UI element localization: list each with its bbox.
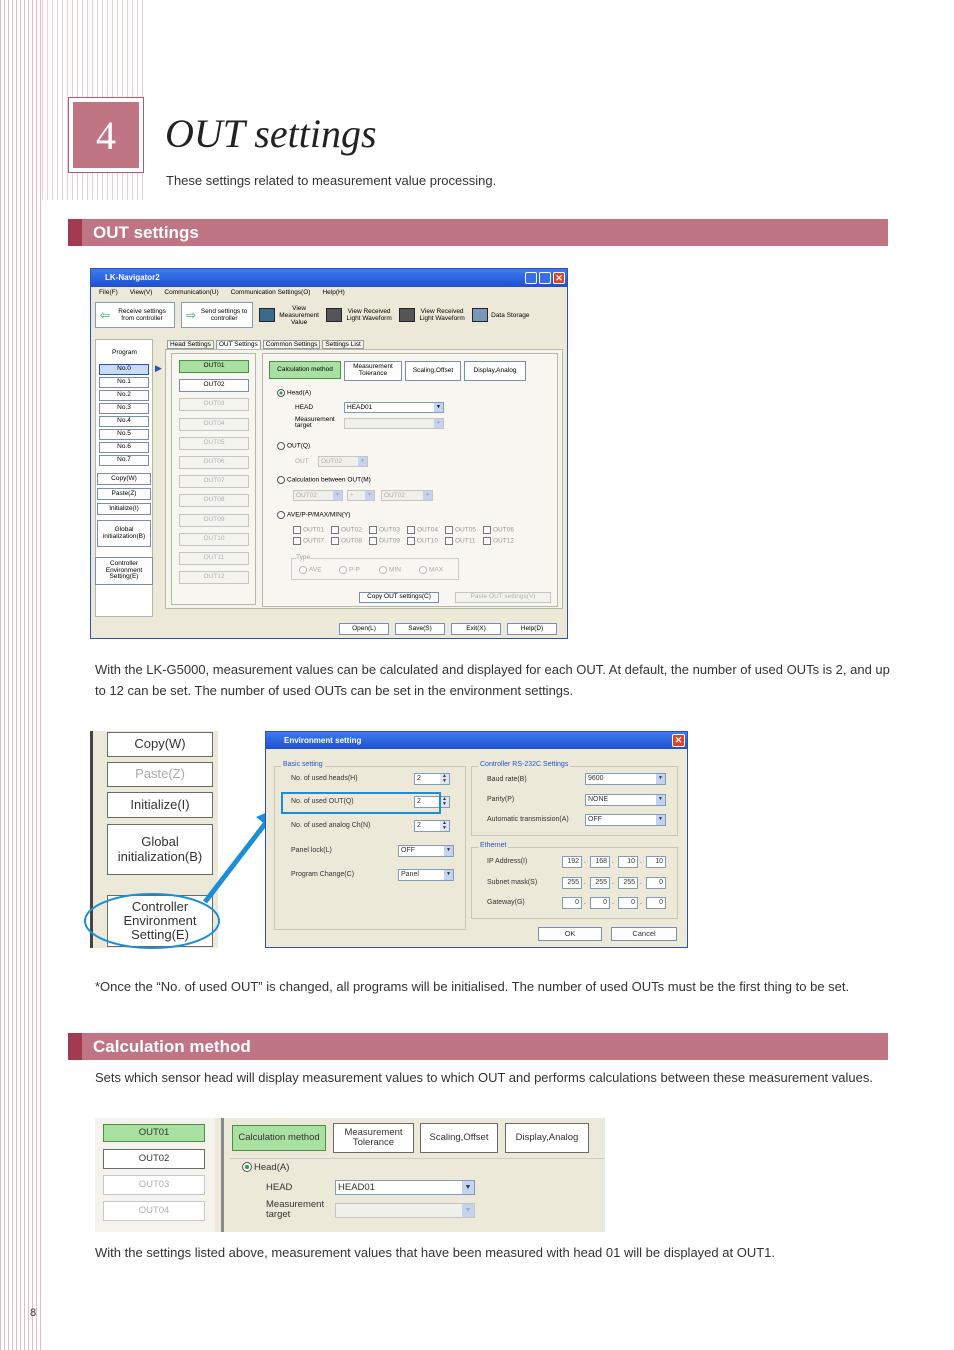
head-radio-label: Head(A) [287, 389, 312, 397]
ip-octet-field[interactable]: 192 [562, 856, 582, 868]
menu-communication-settings[interactable]: Communication Settings(O) [230, 289, 311, 296]
out-select-value: OUT02 [321, 458, 342, 465]
divider [230, 1158, 605, 1159]
out-item[interactable]: OUT06 [179, 456, 249, 469]
measurement-icon [259, 308, 275, 322]
initialize-button[interactable]: Initialize(I) [97, 503, 151, 515]
ip-separator: . [584, 879, 586, 886]
page-number: 8 [30, 1307, 37, 1319]
crop-measurement-target-label: Measurement target [266, 1199, 325, 1220]
radio-icon [277, 511, 285, 519]
ave-out-checkbox[interactable] [331, 526, 362, 534]
spin-arrows-icon: ▲ ▼ [440, 774, 449, 784]
paste-out-settings-button[interactable]: Paste OUT settings(V) [455, 592, 551, 603]
out-item[interactable]: OUT08 [179, 494, 249, 507]
global-init-button-large[interactable]: Global initialization(B) [107, 824, 213, 875]
ave-out-checkbox[interactable] [293, 526, 324, 534]
ave-out-checkbox[interactable] [483, 526, 514, 534]
calc-b-select[interactable] [381, 490, 433, 501]
mask-octet-field[interactable]: 0 [646, 877, 666, 889]
type-option[interactable] [299, 566, 322, 574]
type-option-label: AVE [309, 566, 322, 574]
chevron-down-icon: ▼ [365, 491, 374, 500]
send-settings-button[interactable] [181, 302, 253, 328]
receive-settings-button[interactable] [95, 302, 175, 328]
radio-icon [339, 566, 347, 574]
crop-out04-button[interactable]: OUT04 [103, 1201, 205, 1221]
view-waveform-button-1[interactable] [326, 308, 393, 322]
ave-out-checkbox[interactable] [331, 537, 362, 545]
subtab-scaling-offset[interactable]: Scaling,Offset [405, 361, 461, 381]
menu-communication[interactable]: Communication(U) [164, 289, 219, 296]
main-tabs [167, 340, 364, 349]
checkbox-icon [483, 526, 491, 534]
out-select[interactable] [318, 456, 368, 467]
type-option-label: MAX [429, 566, 444, 574]
crop-head-select[interactable] [335, 1180, 475, 1195]
minimize-button[interactable] [525, 272, 537, 284]
waveform-icon [399, 308, 415, 322]
ave-out-label: OUT09 [379, 537, 400, 545]
calculation-method-crop [95, 1118, 605, 1232]
checkbox-icon [369, 537, 377, 545]
highlight-box [281, 792, 441, 814]
copy-button[interactable]: Copy(W) [97, 473, 151, 485]
auto-transmission-value: OFF [588, 816, 602, 823]
heads-value: 2 [417, 775, 421, 782]
gateway-label: Gateway(G) [487, 899, 525, 906]
checkbox-icon [407, 537, 415, 545]
global-init-button[interactable]: Global initialization(B) [97, 520, 151, 547]
checkbox-icon [331, 537, 339, 545]
radio-checked-icon [242, 1162, 252, 1172]
maximize-button[interactable] [539, 272, 551, 284]
crop-head-radio[interactable] [242, 1162, 289, 1173]
panel-lock-label: Panel lock(L) [291, 847, 332, 854]
checkbox-icon [331, 526, 339, 534]
type-option-label: P-P [349, 566, 360, 574]
calc-between-radio[interactable] [277, 476, 371, 484]
calc-op-select[interactable] [347, 490, 375, 501]
arrow-left-icon: ⇦ [100, 307, 111, 322]
env-close-button[interactable]: ✕ [672, 734, 685, 747]
radio-icon [299, 566, 307, 574]
crop-subtab-calculation-method[interactable]: Calculation method [232, 1125, 326, 1151]
subtab-measurement-tolerance[interactable]: Measurement Tolerance [344, 361, 402, 381]
tab-out-settings[interactable]: OUT Settings [216, 340, 261, 349]
out-item[interactable]: OUT07 [179, 475, 249, 488]
calc-op-value: + [350, 492, 354, 499]
crop-head-label: HEAD [266, 1182, 293, 1193]
crop-out03-button[interactable]: OUT03 [103, 1175, 205, 1195]
chevron-down-icon: ▼ [444, 846, 453, 856]
gw-octet-field[interactable]: 0 [590, 897, 610, 909]
parity-label: Parity(P) [487, 796, 515, 803]
ip-separator: . [640, 899, 642, 906]
highlight-ellipse [85, 894, 219, 948]
checkbox-icon [293, 526, 301, 534]
panel-lock-select[interactable] [398, 845, 454, 857]
ave-out-checkbox[interactable] [445, 537, 475, 545]
radio-icon [277, 442, 285, 450]
ave-out-label: OUT02 [341, 526, 362, 534]
out-radio[interactable] [277, 442, 310, 450]
ave-out-checkbox[interactable] [407, 526, 438, 534]
auto-transmission-label: Automatic transmission(A) [487, 816, 569, 823]
type-option[interactable] [379, 566, 401, 574]
view-rlw1-label: View Received Light Waveform [346, 308, 392, 322]
environment-setting-dialog [265, 731, 688, 948]
divider [221, 1118, 224, 1232]
ave-out-checkbox[interactable] [293, 537, 324, 545]
analog-label: No. of used analog Ch(N) [291, 822, 371, 829]
prog-change-select[interactable] [398, 869, 454, 881]
tab-head-settings[interactable]: Head Settings [167, 340, 214, 349]
calc-a-value: OUT02 [296, 492, 317, 499]
checkbox-icon [293, 537, 301, 545]
crop-out01-button[interactable]: OUT01 [103, 1124, 205, 1142]
calc-between-label: Calculation between OUT(M) [287, 476, 371, 484]
open-button[interactable]: Open(L) [339, 623, 389, 635]
page-subtitle: These settings related to measurement value processing. [166, 173, 497, 188]
section-heading-text: OUT settings [93, 223, 199, 242]
checkbox-icon [407, 526, 415, 534]
calc-a-select[interactable] [293, 490, 343, 501]
analog-spinner[interactable] [414, 820, 450, 832]
paragraph-3: Sets which sensor head will display measurement values to which OUT and performs calculations between these measurement values. [95, 1070, 873, 1085]
gw-octet-field[interactable]: 0 [618, 897, 638, 909]
env-titlebar [266, 732, 687, 749]
subtab-calculation-method[interactable]: Calculation method [269, 361, 341, 379]
chevron-down-icon: ▼ [462, 1204, 474, 1217]
checkbox-icon [483, 537, 491, 545]
section-heading-text: Calculation method [93, 1037, 251, 1056]
send-label: Send settings to controller [200, 308, 248, 322]
copy-button-large[interactable]: Copy(W) [107, 732, 213, 757]
baud-value: 9600 [588, 775, 604, 782]
head-label: HEAD [295, 404, 314, 411]
ip-octet-field[interactable]: 10 [646, 856, 666, 868]
ave-out-label: OUT06 [493, 526, 514, 534]
ave-out-label: OUT05 [455, 526, 476, 534]
section-mark [68, 1033, 82, 1060]
ave-out-checkbox[interactable] [407, 537, 438, 545]
mask-octet-field[interactable]: 255 [618, 877, 638, 889]
program-item[interactable]: No.6 [99, 442, 149, 453]
view-rlw2-label: View Received Light Waveform [419, 308, 465, 322]
selected-arrow-icon: ▶ [155, 363, 162, 373]
out-item[interactable]: OUT05 [179, 437, 249, 450]
out-item[interactable]: OUT09 [179, 514, 249, 527]
chevron-down-icon: ▼ [656, 815, 665, 825]
outs-value: 2 [417, 798, 421, 805]
copy-out-settings-button[interactable]: Copy OUT settings(C) [359, 592, 439, 603]
view-measurement-button[interactable] [259, 305, 320, 326]
crop-head-value: HEAD01 [338, 1182, 375, 1193]
ip-separator: . [612, 858, 614, 865]
ip-separator: . [612, 879, 614, 886]
rs232c-label: Controller RS-232C Settings [480, 761, 569, 768]
initialize-button-large[interactable]: Initialize(I) [107, 792, 213, 818]
crop-subtab-scaling-offset[interactable]: Scaling,Offset [420, 1123, 498, 1153]
callout-arrow [205, 820, 268, 902]
ip-separator: . [640, 858, 642, 865]
checkbox-icon [369, 526, 377, 534]
type-label: Type [296, 554, 311, 561]
ok-button[interactable]: OK [538, 927, 602, 941]
chevron-down-icon: ▼ [333, 491, 342, 500]
program-item[interactable]: No.0 [99, 364, 149, 375]
storage-icon [472, 308, 488, 322]
out-item[interactable]: OUT02 [179, 379, 249, 392]
tab-common-settings[interactable]: Common Settings [263, 340, 321, 349]
ave-out-label: OUT10 [417, 537, 438, 545]
paste-button[interactable]: Paste(Z) [97, 488, 151, 500]
head-select-value: HEAD01 [347, 404, 373, 411]
data-storage-label: Data Storage [491, 311, 530, 319]
left-stripe-decoration [0, 0, 42, 1350]
window-title: LK-Navigator2 [105, 273, 160, 282]
radio-icon [419, 566, 427, 574]
calc-b-value: OUT02 [384, 492, 405, 499]
paragraph-4: With the settings listed above, measurement values that have been measured with head 01 will be displayed at OUT1. [95, 1245, 775, 1260]
heads-spinner[interactable] [414, 773, 450, 785]
gw-octet-field[interactable]: 0 [646, 897, 666, 909]
ip-octet-field[interactable]: 10 [618, 856, 638, 868]
outs-label: No. of used OUT(Q) [291, 798, 354, 805]
chevron-down-icon: ▼ [444, 870, 453, 880]
ip-separator: . [612, 899, 614, 906]
window-titlebar [91, 269, 567, 287]
ave-out-label: OUT01 [303, 526, 324, 534]
chevron-down-icon: ▼ [358, 457, 367, 466]
ave-out-label: OUT04 [417, 526, 438, 534]
close-button[interactable]: ✕ [553, 272, 565, 284]
chevron-down-icon: ▼ [656, 795, 665, 805]
lk-navigator-window [90, 268, 568, 639]
ip-label: IP Address(I) [487, 858, 528, 865]
baud-select[interactable] [585, 773, 666, 785]
ip-separator: . [640, 879, 642, 886]
program-item[interactable]: No.1 [99, 377, 149, 388]
ave-out-label: OUT08 [341, 537, 362, 545]
chapter-number: 4 [73, 102, 139, 168]
heads-label: No. of used heads(H) [291, 775, 358, 782]
gw-octet-field[interactable]: 0 [562, 897, 582, 909]
ave-out-label: OUT07 [303, 537, 324, 545]
type-option-label: MIN [389, 566, 401, 574]
basic-setting-label: Basic setting [283, 761, 323, 768]
program-item[interactable]: No.2 [99, 390, 149, 401]
program-item[interactable]: No.3 [99, 403, 149, 414]
save-button[interactable]: Save(S) [395, 623, 445, 635]
chevron-down-icon: ▼ [462, 1181, 474, 1194]
crop-subtab-display-analog[interactable]: Display,Analog [505, 1123, 589, 1153]
controller-env-button-large[interactable]: Controller Environment Setting(E) [107, 895, 213, 947]
checkbox-icon [445, 526, 453, 534]
crop-out02-button[interactable]: OUT02 [103, 1149, 205, 1169]
prog-change-value: Panel [401, 871, 419, 878]
chevron-down-icon: ▼ [656, 774, 665, 784]
program-item[interactable]: No.7 [99, 455, 149, 466]
receive-label: Receive settings from controller [118, 308, 166, 322]
chevron-down-icon: ▼ [434, 419, 443, 428]
ethernet-label: Ethernet [480, 842, 507, 849]
spin-arrows-icon: ▲ ▼ [440, 821, 449, 831]
section-mark [68, 219, 82, 246]
baud-label: Baud rate(B) [487, 776, 527, 783]
ave-out-label: OUT11 [455, 537, 476, 545]
ip-octet-field[interactable]: 168 [590, 856, 610, 868]
view-waveform-button-2[interactable] [399, 308, 466, 322]
out-item[interactable]: OUT03 [179, 398, 249, 411]
crop-head-radio-label: Head(A) [254, 1162, 290, 1173]
toolbar [91, 299, 567, 331]
out-item[interactable]: OUT04 [179, 418, 249, 431]
mask-label: Subnet mask(S) [487, 879, 538, 886]
waveform-icon [326, 308, 342, 322]
out-item[interactable]: OUT10 [179, 533, 249, 546]
out-label: OUT [295, 458, 309, 465]
cancel-button[interactable]: Cancel [611, 927, 677, 941]
ave-out-checkbox[interactable] [369, 537, 400, 545]
controller-env-button[interactable]: Controller Environment Setting(E) [95, 557, 153, 585]
data-storage-button[interactable] [472, 308, 529, 322]
paste-button-large[interactable]: Paste(Z) [107, 762, 213, 787]
chapter-number-box [68, 97, 144, 173]
radio-checked-icon [277, 389, 285, 397]
ip-separator: . [584, 858, 586, 865]
help-button[interactable]: Help(D) [507, 623, 557, 635]
ave-radio-label: AVE/P-P/MAX/MIN(Y) [287, 511, 351, 519]
head-radio[interactable] [277, 389, 311, 397]
measurement-target-select[interactable] [344, 418, 444, 429]
mask-octet-field[interactable]: 255 [562, 877, 582, 889]
prog-change-label: Program Change(C) [291, 871, 355, 878]
out-item[interactable]: OUT11 [179, 552, 249, 565]
analog-value: 2 [417, 822, 421, 829]
menu-bar [91, 287, 567, 299]
menu-help[interactable]: Help(H) [322, 289, 345, 296]
mask-octet-field[interactable]: 255 [590, 877, 610, 889]
program-item[interactable]: No.4 [99, 416, 149, 427]
menu-view[interactable]: View(V) [129, 289, 153, 296]
ave-out-checkbox[interactable] [369, 526, 400, 534]
tab-settings-list[interactable]: Settings List [322, 340, 363, 349]
arrow-right-icon: ⇨ [186, 307, 197, 322]
type-option[interactable] [339, 566, 360, 574]
out-item[interactable]: OUT12 [179, 571, 249, 584]
section-heading-out-settings [68, 219, 888, 246]
ave-out-checkbox[interactable] [445, 526, 476, 534]
ave-radio[interactable] [277, 511, 350, 519]
type-option[interactable] [419, 566, 443, 574]
parity-value: NONE [588, 796, 609, 803]
panel-lock-value: OFF [401, 847, 415, 854]
radio-icon [379, 566, 387, 574]
exit-button[interactable]: Exit(X) [451, 623, 501, 635]
paragraph-1: With the LK-G5000, measurement values can be calculated and displayed for each OUT. At default, the number of used OUTs is 2, and up to 12 can be set. The number of used OUTs can be set in the environment settings. [95, 662, 890, 698]
ave-out-label: OUT12 [493, 537, 514, 545]
program-label: Program [112, 349, 137, 356]
auto-transmission-select[interactable] [585, 814, 666, 826]
head-select[interactable] [344, 402, 444, 413]
page-title: OUT settings [165, 111, 377, 156]
ave-out-label: OUT03 [379, 526, 400, 534]
ave-out-checkbox[interactable] [483, 537, 514, 545]
env-title: Environment setting [284, 736, 362, 745]
program-item[interactable]: No.5 [99, 429, 149, 440]
out-radio-label: OUT(Q) [287, 442, 311, 450]
section-heading-calculation-method [68, 1033, 888, 1060]
paragraph-2: *Once the “No. of used OUT” is changed, all programs will be initialised. The number of used OUTs must be the first thing to be set. [95, 979, 850, 994]
chevron-down-icon: ▼ [423, 491, 432, 500]
parity-select[interactable] [585, 794, 666, 806]
view-mv-label: View Measurement Value [279, 304, 319, 326]
checkbox-icon [445, 537, 453, 545]
ip-separator: . [584, 899, 586, 906]
crop-subtab-measurement-tolerance[interactable]: Measurement Tolerance [333, 1123, 414, 1153]
radio-icon [277, 476, 285, 484]
menu-file[interactable]: File(F) [99, 289, 118, 296]
subtab-display-analog[interactable]: Display,Analog [464, 361, 526, 381]
measurement-target-label: Measurement target [295, 416, 335, 429]
out-item[interactable]: OUT01 [179, 360, 249, 373]
crop-measurement-target-select[interactable] [335, 1203, 475, 1218]
spin-arrows-icon: ▲ ▼ [440, 797, 449, 807]
chevron-down-icon: ▼ [434, 403, 443, 412]
